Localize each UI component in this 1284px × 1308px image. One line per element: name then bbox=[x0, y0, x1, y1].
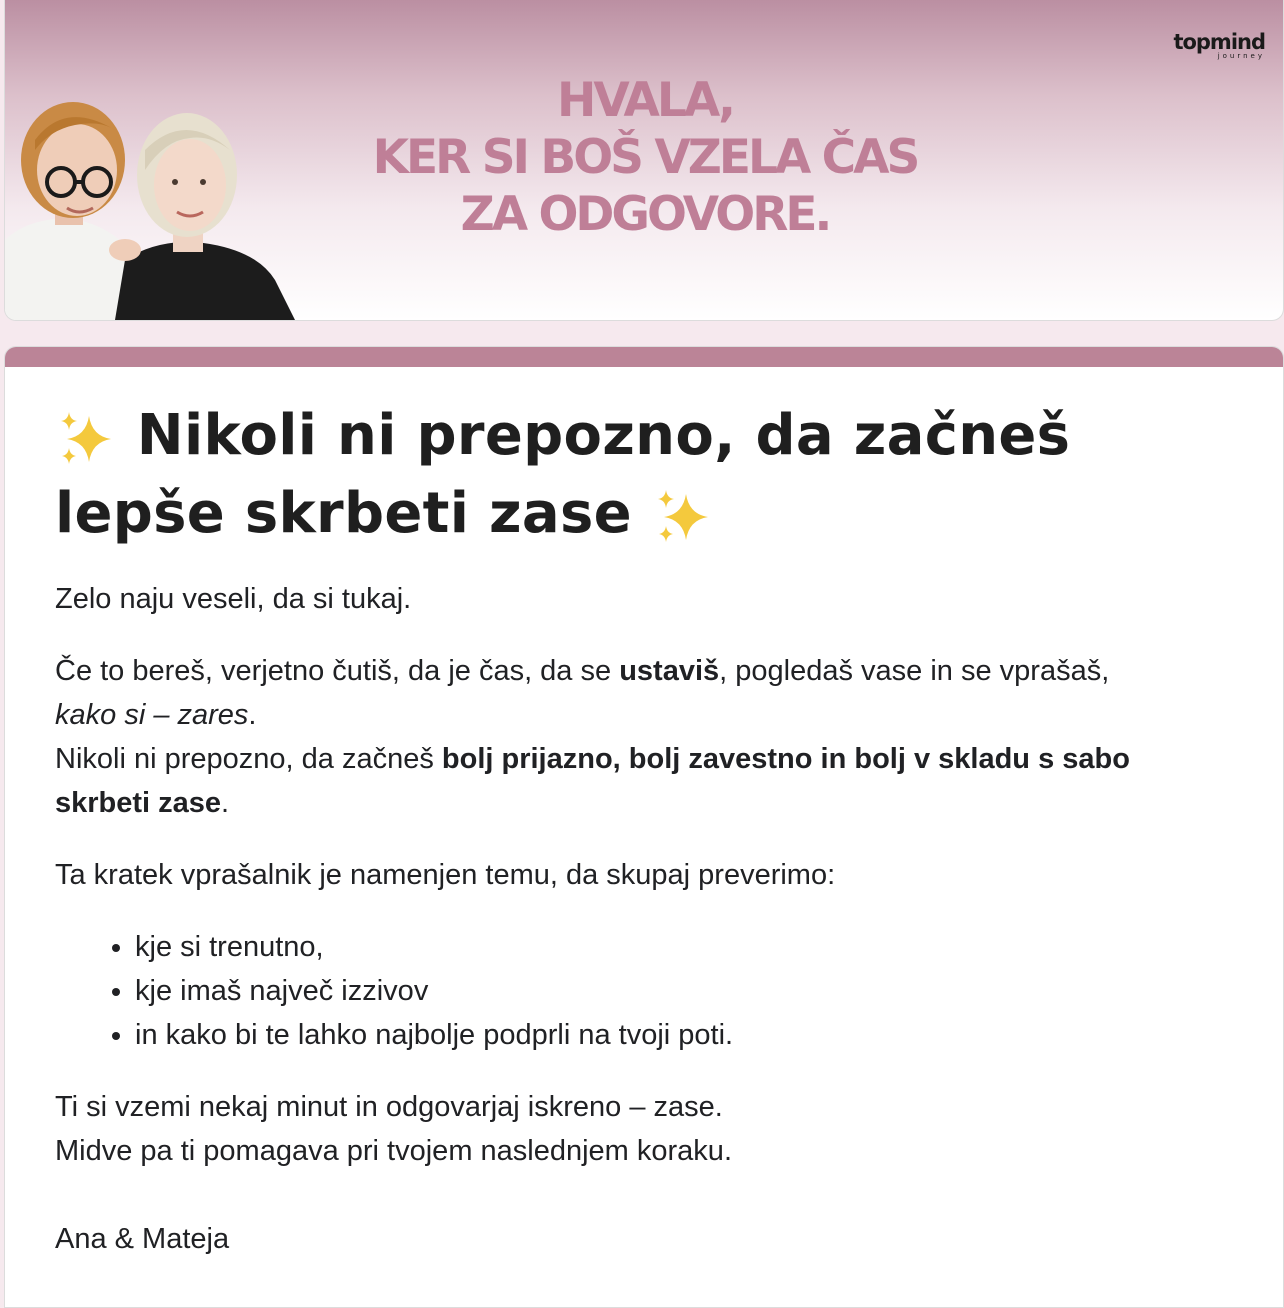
founders-photo bbox=[5, 90, 305, 320]
intro-bold: bolj prijazno, bolj zavestno in bolj v skladu s sabo skrbeti zase bbox=[55, 743, 1130, 819]
closing-line: Midve pa ti pomagava pri tvojem naslednjem koraku. bbox=[55, 1135, 732, 1167]
logo-sub-text: journey bbox=[1217, 52, 1265, 60]
banner-headline-line: KER SI BOŠ VZELA ČAS bbox=[372, 130, 918, 185]
form-title bbox=[55, 397, 1233, 553]
intro-italic: kako si – zares bbox=[55, 699, 249, 731]
banner-headline bbox=[335, 72, 955, 243]
topmind-logo bbox=[1173, 30, 1265, 60]
intro-bold: ustaviš bbox=[619, 655, 720, 687]
closing-paragraph bbox=[55, 1085, 1233, 1173]
sparkles-icon bbox=[652, 486, 714, 548]
card-accent-bar bbox=[5, 347, 1283, 367]
intro-text: Nikoli ni prepozno, da začneš bbox=[55, 743, 442, 775]
form-title-line1: Nikoli ni prepozno, da začneš bbox=[136, 403, 1071, 468]
logo-main-text: topmind bbox=[1173, 30, 1265, 54]
intro-text: Če to bereš, verjetno čutiš, da je čas, da se bbox=[55, 655, 620, 687]
form-title-line2: lepše skrbeti zase bbox=[55, 481, 632, 546]
form-intro-card bbox=[4, 346, 1284, 1308]
sparkles-icon bbox=[55, 408, 117, 470]
closing-line: Ti si vzemi nekaj minut in odgovarjaj iskreno – zase. bbox=[55, 1091, 723, 1123]
banner-headline-line: ZA ODGOVORE. bbox=[460, 187, 830, 242]
list-item: • kje si trenutno, bbox=[135, 925, 1233, 969]
signature: Ana & Mateja bbox=[55, 1223, 230, 1255]
list-item: • kje imaš največ izzivov bbox=[135, 969, 1233, 1013]
header-banner bbox=[4, 0, 1284, 321]
list-item: • in kako bi te lahko najbolje podprli na tvoji poti. bbox=[135, 1013, 1233, 1057]
intro-text: . bbox=[248, 699, 257, 731]
form-description bbox=[55, 577, 1233, 1261]
intro-text: . bbox=[221, 787, 230, 819]
purpose-paragraph: Ta kratek vprašalnik je namenjen temu, da skupaj preverimo: bbox=[55, 859, 836, 891]
welcome-paragraph: Zelo naju veseli, da si tukaj. bbox=[55, 583, 412, 615]
intro-text: , pogledaš vase in se vprašaš, bbox=[719, 655, 1110, 687]
intro-paragraph bbox=[55, 649, 1233, 825]
purpose-list bbox=[55, 925, 1233, 1057]
banner-headline-line: HVALA, bbox=[557, 73, 733, 128]
